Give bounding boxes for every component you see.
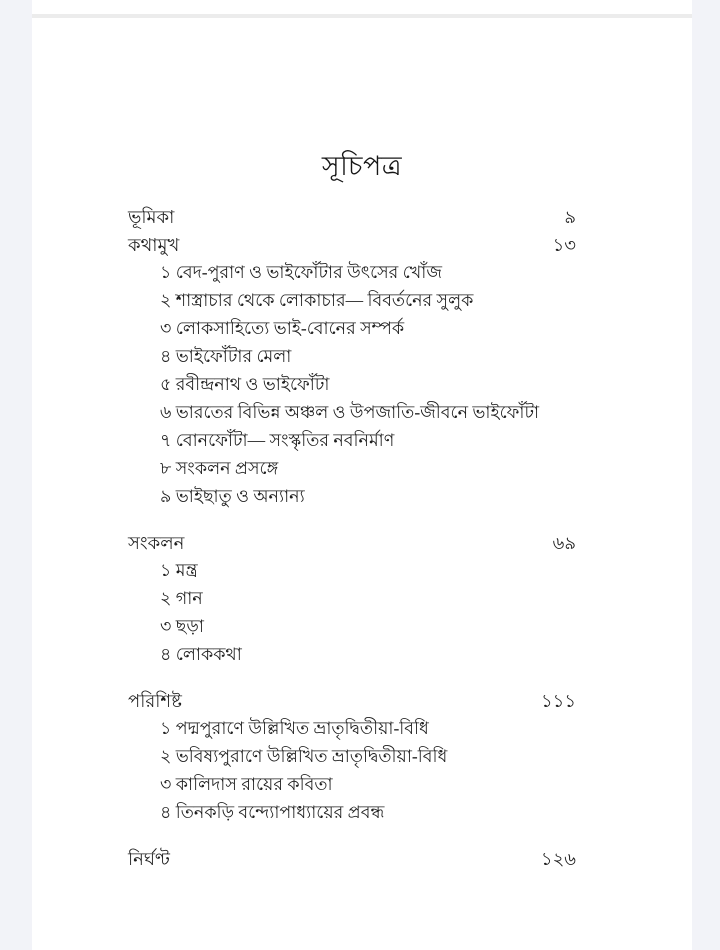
toc-section-label: সংকলন [128, 532, 185, 553]
toc-section-page-number: ৬৯ [552, 532, 576, 553]
toc-item-row [32, 800, 692, 828]
toc-section-label: পরিশিষ্ট [128, 690, 182, 711]
toc-item-row [32, 558, 692, 586]
toc-item-row [32, 614, 692, 642]
toc-item-row [32, 642, 692, 670]
toc-item-label: ৬ ভারতের বিভিন্ন অঞ্চল ও উপজাতি-জীবনে ভাইফোঁটা [160, 401, 540, 422]
toc-section-label: কথামুখ [128, 234, 180, 255]
toc-section-row [32, 530, 692, 558]
toc-item-label: ৪ ভাইফোঁটার মেলা [160, 345, 292, 366]
toc-item-row [32, 400, 692, 428]
toc-item-label: ১ বেদ-পুরাণ ও ভাইফোঁটার উৎসের খোঁজ [160, 261, 443, 282]
toc-page-title: সূচিপত্র [321, 151, 403, 181]
toc-item-label: ৪ লোককথা [160, 643, 242, 664]
book-page [32, 0, 692, 950]
toc-section-label: ভূমিকা [128, 206, 175, 227]
toc-section-row [32, 232, 692, 260]
page-top-edge-divider [32, 14, 692, 18]
toc-item-label: ৯ ভাইছাতু ও অন্যান্য [160, 485, 305, 506]
toc-item-label: ৩ লোকসাহিত্যে ভাই-বোনের সম্পর্ক [160, 317, 405, 338]
toc-item-row [32, 428, 692, 456]
toc-item-row [32, 316, 692, 344]
toc-section-page-number: ৯ [564, 206, 576, 227]
toc-item-row [32, 372, 692, 400]
toc-item-label: ৩ কালিদাস রায়ের কবিতা [160, 773, 333, 794]
toc-list [32, 204, 692, 874]
toc-section-row [32, 688, 692, 716]
toc-section-row [32, 204, 692, 232]
toc-item-label: ২ শাস্ত্রাচার থেকে লোকাচার— বিবর্তনের সুলুক [160, 289, 474, 310]
toc-section-page-number: ১২৬ [540, 848, 576, 869]
toc-item-label: ৭ বোনফোঁটা— সংস্কৃতির নবনির্মাণ [160, 429, 395, 450]
toc-section-page-number: ১৩ [552, 234, 576, 255]
toc-item-row [32, 716, 692, 744]
toc-item-label: ৮ সংকলন প্রসঙ্গে [160, 457, 279, 478]
toc-item-label: ৪ তিনকড়ি বন্দ্যোপাধ্যায়ের প্রবন্ধ [160, 801, 385, 822]
toc-section-page-number: ১১১ [540, 690, 576, 711]
toc-item-label: ৫ রবীন্দ্রনাথ ও ভাইফোঁটা [160, 373, 330, 394]
toc-item-label: ৩ ছড়া [160, 615, 204, 636]
toc-item-label: ২ ভবিষ্যপুরাণে উল্লিখিত ভ্রাতৃদ্বিতীয়া-বিধি [160, 745, 448, 766]
toc-item-row [32, 260, 692, 288]
toc-item-row [32, 484, 692, 512]
toc-section-label: নির্ঘণ্ট [128, 848, 170, 869]
toc-item-row [32, 744, 692, 772]
toc-item-label: ১ পদ্মপুরাণে উল্লিখিত ভ্রাতৃদ্বিতীয়া-বিধি [160, 717, 429, 738]
toc-item-row [32, 456, 692, 484]
toc-item-label: ১ মন্ত্র [160, 559, 198, 580]
toc-item-row [32, 288, 692, 316]
toc-item-row [32, 344, 692, 372]
toc-item-row [32, 586, 692, 614]
toc-item-label: ২ গান [160, 587, 203, 608]
toc-item-row [32, 772, 692, 800]
toc-section-row [32, 846, 692, 874]
